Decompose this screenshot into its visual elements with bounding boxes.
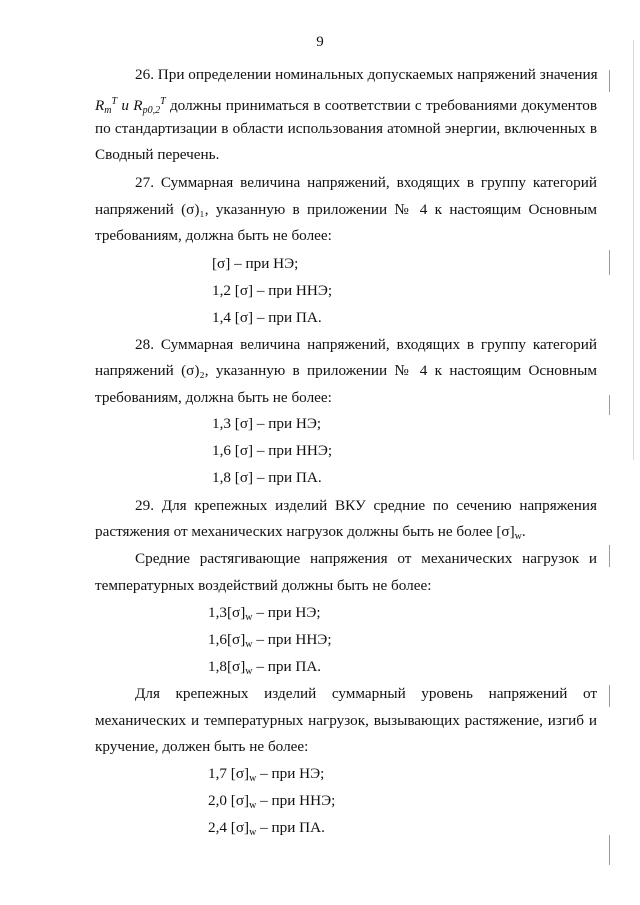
- p28-line3: требованиям, должна быть не более:: [95, 389, 332, 406]
- page-number: 9: [316, 34, 324, 50]
- p29-line2: [95, 523, 526, 546]
- p27-item-3: 1,4 [σ] – при ПА.: [212, 309, 322, 326]
- p29b-item-1-post: – при НЭ;: [252, 604, 321, 621]
- p27-item-2: 1,2 [σ] – при ННЭ;: [212, 282, 333, 299]
- p29-line1: 29. Для крепежных изделий ВКУ средние по сечению напряжения: [135, 497, 597, 514]
- rm-symbol: R: [95, 97, 105, 114]
- scan-mark: [609, 685, 610, 707]
- p29b-item-2-pre: 1,6[σ]: [208, 631, 246, 648]
- p29b-item-3-pre: 1,8[σ]: [208, 658, 246, 675]
- p29c-item-1-post: – при НЭ;: [256, 765, 325, 782]
- rm-subscript: m: [104, 105, 112, 116]
- p26-line2: [95, 93, 597, 120]
- p29b-item-2: [208, 631, 332, 654]
- p29b-item-3-post: – при ПА.: [252, 658, 322, 675]
- p29c-line1: Для крепежных изделий суммарный уровень напряжений от: [135, 685, 597, 702]
- p29c-item-2-pre: 2,0 [σ]: [208, 792, 250, 809]
- p29-line2-end: .: [521, 523, 526, 540]
- p29c-item-1-pre: 1,7 [σ]: [208, 765, 250, 782]
- p26-line1: 26. При определении номинальных допускаемых напряжений значения: [135, 66, 598, 83]
- p29c-item-2-sub: w: [249, 800, 257, 811]
- p26-line3: по стандартизации в области использования атомной энергии, включенных в: [95, 120, 597, 137]
- p29c-item-3-post: – при ПА.: [256, 819, 325, 836]
- p29b-item-3-sub: w: [245, 666, 253, 677]
- scan-mark: [609, 250, 610, 275]
- p29-line2-text: растяжения от механических нагрузок должны быть не более [σ]: [95, 523, 515, 540]
- p27-line3: требованиям, должна быть не более:: [95, 227, 332, 244]
- p27-line2: напряжений (σ)₁, указанную в приложении № 4 к настоящим Основным: [95, 201, 597, 218]
- p29c-item-3: [208, 819, 325, 842]
- p29b-item-2-post: – при ННЭ;: [252, 631, 332, 648]
- rp-superscript: T: [160, 96, 166, 107]
- rp-symbol: R: [133, 97, 143, 114]
- p28-line2: напряжений (σ)₂, указанную в приложении № 4 к настоящим Основным: [95, 362, 597, 379]
- rm-superscript: T: [111, 96, 118, 107]
- p28-item-2: 1,6 [σ] – при ННЭ;: [212, 442, 333, 459]
- p26-line4: Сводный перечень.: [95, 146, 220, 163]
- p29c-item-2: [208, 792, 335, 815]
- p27-line1: 27. Суммарная величина напряжений, входящих в группу категорий: [135, 174, 597, 191]
- p29b-item-3: [208, 658, 321, 681]
- p29c-item-1-sub: w: [249, 773, 257, 784]
- rp-subscript: p0,2: [142, 105, 161, 116]
- p29-line2-subscript: w: [514, 531, 522, 542]
- p29b-item-1-pre: 1,3[σ]: [208, 604, 246, 621]
- p29c-line2: механических и температурных нагрузок, вызывающих растяжение, изгиб и: [95, 712, 597, 729]
- scan-mark: [609, 395, 610, 415]
- scan-edge: [633, 40, 634, 460]
- p28-item-1: 1,3 [σ] – при НЭ;: [212, 415, 322, 432]
- p28-item-3: 1,8 [σ] – при ПА.: [212, 469, 322, 486]
- p29c-item-1: [208, 765, 324, 788]
- p29b-item-1-sub: w: [245, 612, 253, 623]
- p27-item-1: [σ] – при НЭ;: [212, 255, 299, 272]
- p26-line2-rest: должны приниматься в соответствии с требованиями документов: [169, 97, 598, 114]
- p29c-line3: кручение, должен быть не более:: [95, 738, 309, 755]
- p29b-line2: температурных воздействий должны быть не более:: [95, 577, 432, 594]
- p29b-item-1: [208, 604, 321, 627]
- p29c-item-3-sub: w: [249, 827, 257, 838]
- p29c-item-2-post: – при ННЭ;: [256, 792, 336, 809]
- scan-mark: [609, 835, 610, 865]
- p29c-item-3-pre: 2,4 [σ]: [208, 819, 250, 836]
- scan-mark: [609, 70, 610, 92]
- and-word: и: [121, 97, 129, 114]
- p28-line1: 28. Суммарная величина напряжений, входящих в группу категорий: [135, 336, 597, 353]
- scan-mark: [609, 545, 610, 567]
- p29b-line1: Средние растягивающие напряжения от механических нагрузок и: [135, 550, 597, 567]
- p29b-item-2-sub: w: [245, 639, 253, 650]
